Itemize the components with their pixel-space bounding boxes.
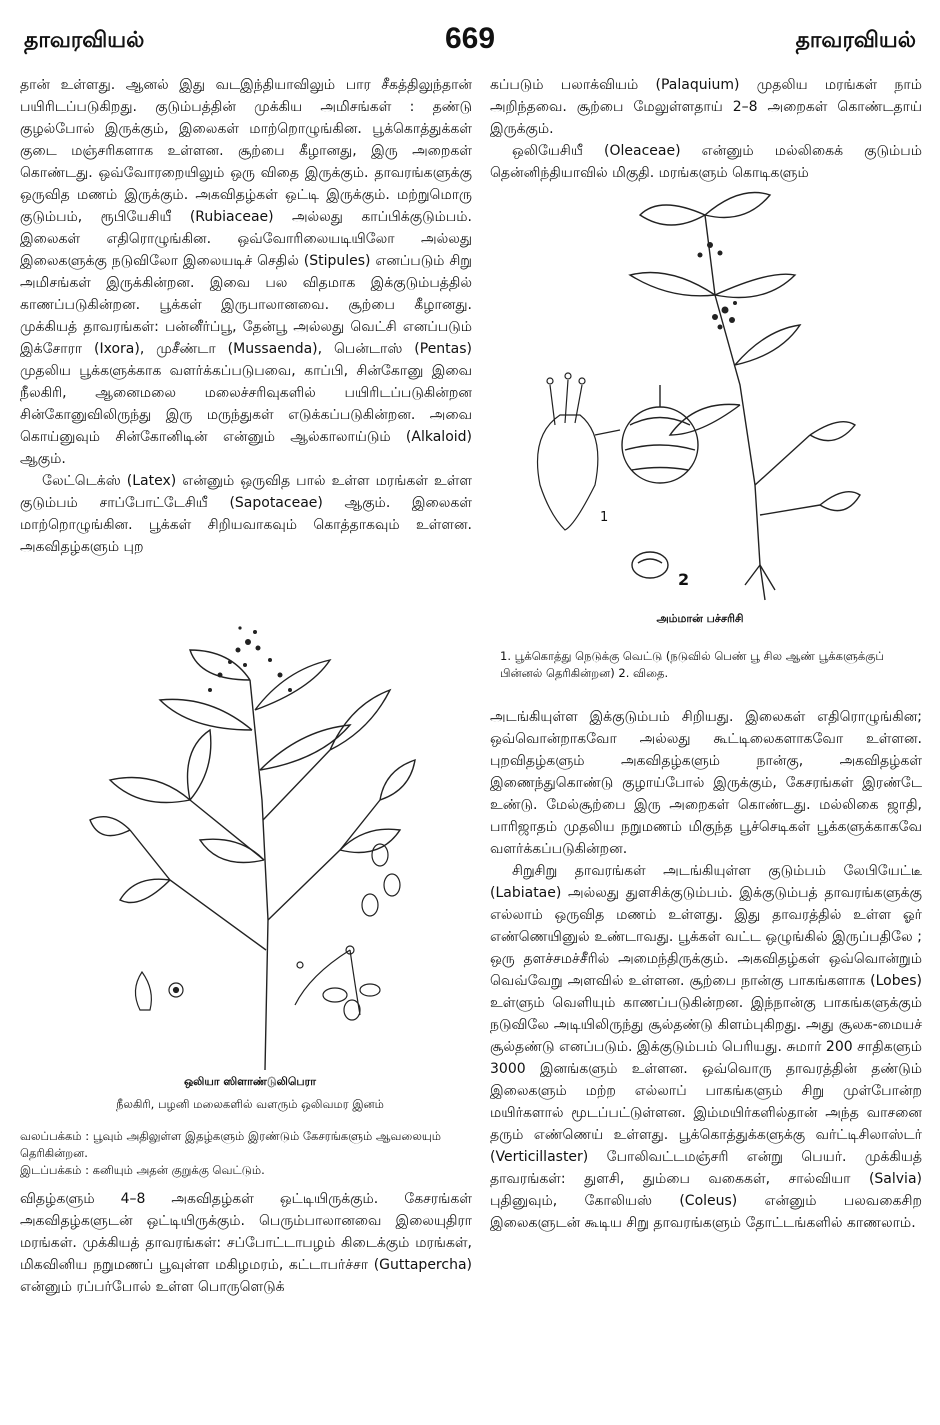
left-figure-title: ஒலியா ஸிளாண்டுலிபெரா: [183, 1075, 317, 1088]
right-column-top-text: [490, 74, 922, 184]
figure-note: இடப்பக்கம் : கனியும் அதன் குறுக்கு வெட்டும்.: [20, 1163, 265, 1177]
paragraph: விதழ்களும் 4–8 அகவிதழ்கள் ஒட்டியிருக்கும். கேசரங்கள் அகவிதழ்களுடன் ஒட்டியிருக்கும். பெரும்பாலானவை இலையுதிரா மரங்கள். முக்கியத் தாவரங்கள்: சப்போட்டாபழம் கிடைக்கும் மரங்கள், மிகவினிய நறுமணப் பூவுள்ள மகிழமரம், கட்டாபர்ச்சா (Guttapercha) என்னும் ரப்பர்போல் உள்ள பொருளெடுக்: [20, 1191, 472, 1295]
figure-label-1: 1: [600, 510, 609, 525]
page-header: [0, 22, 940, 62]
figure-label-2: 2: [678, 570, 690, 589]
left-figure-caption: நீலகிரி, பழனி மலைகளில் வளரும் ஒலிவமர இனம்: [116, 1097, 384, 1111]
running-head-left: தாவரவியல்: [24, 28, 145, 53]
right-figure-caption: 1. பூக்கொத்து நெடுக்கு வெட்டு (நடுவில் பெண் பூ சில ஆண் பூக்களுக்குப் பின்னல் தெரிகின்றன) 2. விதை.: [500, 649, 884, 680]
figure-note: வலப்பக்கம் : பூவும் அதிலுள்ள இதழ்களும் இரண்டும் கேசரங்களும் ஆவலையும் தெரிகின்றன.: [20, 1129, 441, 1160]
paragraph: ஒலியேசியீ (Oleaceae) என்னும் மல்லிகைக் குடும்பம் தென்னிந்தியாவில் மிகுதி. மரங்களும் கொடிகளும்: [490, 143, 922, 181]
paragraph: சிறுசிறு தாவரங்கள் அடங்கியுள்ள குடும்பம் லேபியேட்டீ (Labiatae) அல்லது துளசிக்குடும்பம். இக்குடும்பத் தாவரங்களுக்கு எல்லாம் ஒருவித மணம் உள்ளது. இது தாவரத்தில் உள்ள ஓர் எண்ணெயினுல் உண்டாவது. பூக்கள் வட்ட ஒழுங்கில் இருப்பதிலே ; ஒரு தளச்சமச்சீரில் அமைந்திருக்கும். அகவிதழ்கள் ஒவ்வொன்றும் வெவ்வேறு அளவில் உள்ளன. சூற்பை நான்கு பாகங்களாக (Lobes) உள்ளும் வெளியும் காணப்படுகின்றன. இந்நான்கு பாகங்களுக்கும் நடுவிலே அடியிலிருந்து சூல்தண்டு கிளம்புகிறது. அது சூலக-மையச் சூல்தண்டு எனப்படும். இக்குடும்பம் பெரியது. சுமார் 200 சாதிகளும் 3000 இனங்களும் உள்ளன. ஒவ்வொரு தாவரத்தின் தண்டும் இலைகளும் மற்ற எல்லாப் பாகங்களும் சிறு முள்போன்ற மயிர்களால் மூடப்பட்டுள்ளன. இம்மயிர்களில்தான் அந்த வாசனை தரும் எண்ணெய் உள்ளது. பூக்கொத்துக்களுக்கு வர்ட்டிசிலாஸ்டர் (Verticillaster) போலிவட்டமஞ்சரி என்று பெயர். முக்கியத் தாவரங்கள்: துளசி, தும்பை வகைகள், சால்வியா (Salvia) புதினுவும், கோலியஸ் (Coleus) என்னும் பலவகைசிற இலைகளுடன் கூடிய சிறு தாவரங்களும் தோட்டங்களில் காணலாம்.: [490, 863, 922, 1231]
paragraph: கப்படும் பலாக்வியம் (Palaquium) முதலிய மரங்கள் நாம் அறிந்தவை. சூற்பை மேலுள்ளதாய் 2–8 அறைகள் கொண்டதாய் இருக்கும்.: [490, 77, 922, 137]
paragraph: அடங்கியுள்ள இக்குடும்பம் சிறியது. இலைகள் எதிரொழுங்கின; ஒவ்வொன்றாகவோ அல்லது கூட்டிலைகளாகவோ உள்ளன. புறவிதழ்களும் அகவிதழ்களும் நான்கு, அகவிதழ்கள் இணைந்துகொண்டு குழாய்போல் இருக்கும், கேசரங்கள் இரண்டே உண்டு. மேல்சூற்பை இரு அறைகள் கொண்டது. மல்லிகை ஜாதி, பாரிஜாதம் முதலிய நறுமணம் மிகுந்த பூச்செடிகள் பூக்களுக்காகவே வளர்க்கப்படுகின்றன.: [490, 709, 922, 857]
running-head-right: தாவரவியல்: [795, 28, 916, 53]
page-number: 669: [444, 22, 496, 55]
paragraph: தான் உள்ளது. ஆனல் இது வடஇந்தியாவிலும் பார சீகத்திலுந்தான் பயிரிடப்படுகிறது. குடும்பத்தின் முக்கிய அமிசங்கள் : தண்டு குழல்போல் இருக்கும், இலைகள் மாற்றொழுங்கின. பூக்கொத்துக்கள் குடை மஞ்சரிகளாக உள்ளன. சூற்பை கீழானது, இரு அறைகள் கொண்டது. ஒவ்வோரறையிலும் ஒரு விதை இருக்கும். தாவரங்களுக்கு ஒருவித மணம் இருக்கும். அகவிதழ்கள் ஒட்டி இருக்கும். மற்றுமொரு குடும்பம், ரூபியேசியீ (Rubiaceae) அல்லது காப்பிக்குடும்பம். இலைகள் எதிரொழுங்கின. ஒவ்வோரிலையடியிலோ அல்லது இலைகளுக்கு நடுவிலோ இலையடிச் செதில் (Stipules) எனப்படும் சிறு அமிசங்கள் இருக்கின்றன. இவை பல விதமாக இக்குடும்பத்தில் காணப்படுகின்றன. பூக்கள் இருபாலானவை. சூற்பை கீழானது. முக்கியத் தாவரங்கள்: பன்னீர்ப்பூ, தேன்பூ அல்லது வெட்சி எனப்படும் இக்சோரா (Ixora), முசீண்டா (Mussaenda), பென்டாஸ் (Pentas) முதலிய பூக்களுக்காக வளர்க்கப்படுபவை, காப்பி, சின்கோனு இவை நீலகிரி, ஆனைமலை மலைச்சரிவுகளில் பயிரிடப்படுகின்றன சின்கோனுவிலிருந்து இரு மருந்துகள் எடுக்கப்படுகின்றன. அவை கொய்னுவும் சின்கோனிடின் என்னும் ஆல்காலாய்டும் (Alkaloid) ஆகும்.: [20, 77, 472, 467]
left-figure-notes: [20, 1128, 472, 1179]
left-column-bottom-text: [20, 1188, 472, 1338]
right-figure-title: அம்மான் பச்சரிசி: [656, 612, 744, 625]
euphorbia-drawing: [520, 185, 880, 605]
left-column-top-text: [20, 74, 472, 612]
olea-branch-drawing: [80, 620, 420, 1070]
euphorbia-plant-illustration: [520, 185, 880, 605]
olea-plant-illustration: [80, 620, 420, 1070]
paragraph: லேட்டெக்ஸ் (Latex) என்னும் ஒருவித பால் உள்ள மரங்கள் உள்ள குடும்பம் சாப்போட்டேசியீ (Sapotaceae) ஆகும். இலைகள் மாற்றொழுங்கின. பூக்கள் சிறியவாகவும் கொத்தாகவும் உள்ளன. அகவிதழ்களும் புற: [20, 473, 472, 555]
right-column-bottom-text: [490, 706, 922, 1326]
